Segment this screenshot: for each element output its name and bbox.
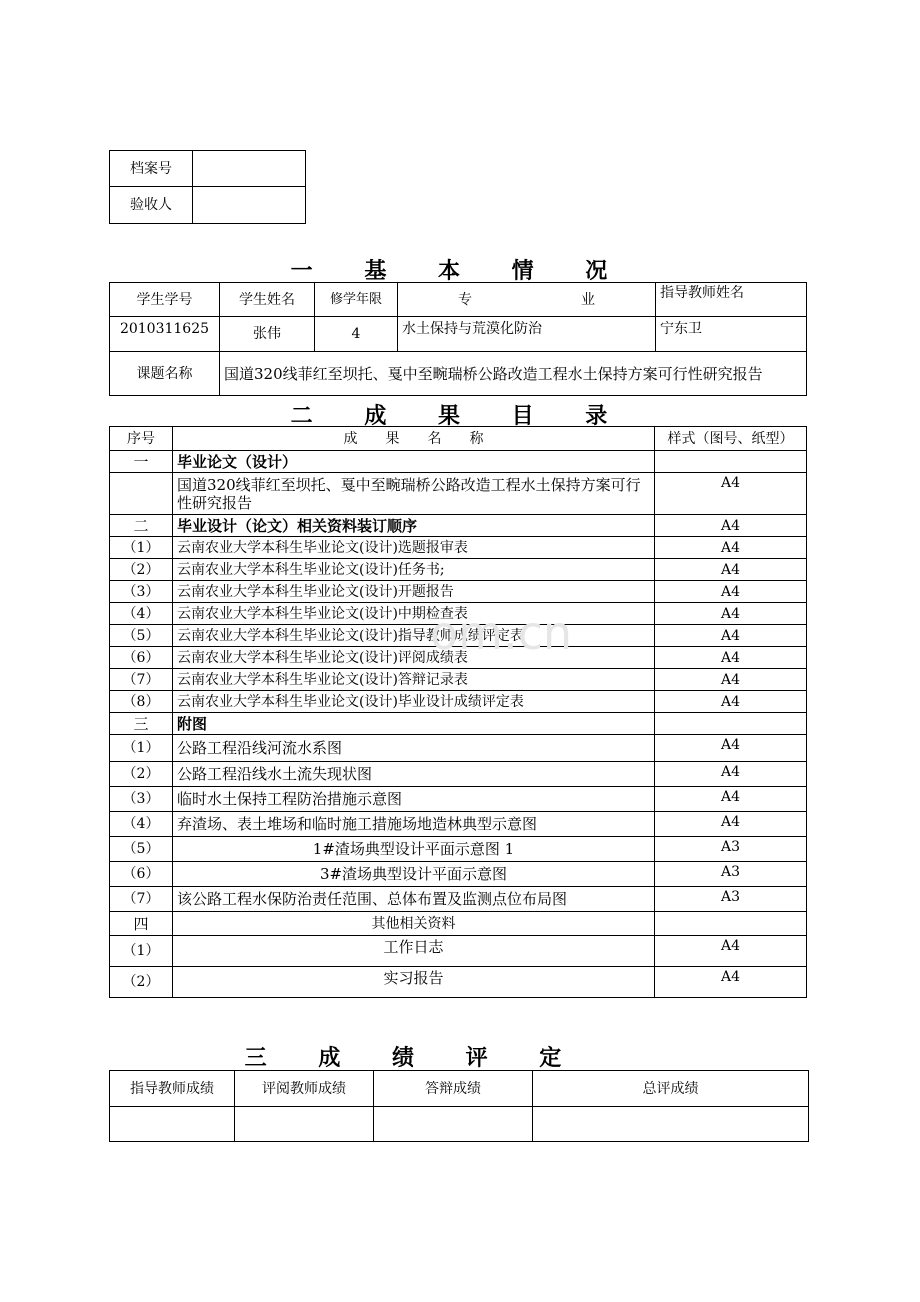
catalog-row-name: 云南农业大学本科生毕业论文(设计)毕业设计成绩评定表 <box>173 691 655 713</box>
archive-number-value <box>193 151 306 187</box>
reviewer-grade-value <box>235 1107 374 1142</box>
catalog-row-name: 弃渣场、表土堆场和临时施工措施场地造林典型示意图 <box>173 812 655 837</box>
catalog-row-no <box>110 473 173 515</box>
catalog-row-no: （8） <box>110 691 173 713</box>
catalog-row-style: A4 <box>655 581 807 603</box>
archive-table <box>109 150 306 224</box>
years-value: 4 <box>315 317 398 352</box>
catalog-row-no: （3） <box>110 581 173 603</box>
catalog-row-no: （1） <box>110 936 173 967</box>
catalog-row-no: 二 <box>110 515 173 537</box>
catalog-row-style <box>655 912 807 936</box>
catalog-row-name: 公路工程沿线水土流失现状图 <box>173 762 655 787</box>
defense-grade-header: 答辩成绩 <box>374 1071 533 1107</box>
catalog-row-style: A3 <box>655 837 807 862</box>
catalog-row <box>110 625 807 647</box>
catalog-row-style: A4 <box>655 936 807 967</box>
catalog-row <box>110 537 807 559</box>
catalog-row <box>110 581 807 603</box>
catalog-row <box>110 787 807 812</box>
catalog-row-name: 云南农业大学本科生毕业论文(设计)中期检查表 <box>173 603 655 625</box>
catalog-row-name: 附图 <box>173 713 655 735</box>
catalog-row-no: 一 <box>110 451 173 473</box>
catalog-row-name: 国道320线菲红至坝托、戛中至畹瑞桥公路改造工程水土保持方案可行性研究报告 <box>173 473 655 515</box>
catalog-row-name: 临时水土保持工程防治措施示意图 <box>173 787 655 812</box>
catalog-row <box>110 862 807 887</box>
catalog-row-style: A3 <box>655 887 807 912</box>
catalog-no-header: 序号 <box>110 427 173 451</box>
catalog-row <box>110 473 807 515</box>
topic-label: 课题名称 <box>110 352 220 396</box>
catalog-row-no: （2） <box>110 559 173 581</box>
catalog-row-style: A4 <box>655 669 807 691</box>
major-value: 水土保持与荒漠化防治 <box>398 317 656 352</box>
basic-info-table <box>109 282 807 396</box>
major-header <box>398 283 656 317</box>
catalog-row-no: （6） <box>110 862 173 887</box>
catalog-row-no: （2） <box>110 762 173 787</box>
catalog-row <box>110 812 807 837</box>
catalog-row-name: 云南农业大学本科生毕业论文(设计)评阅成绩表 <box>173 647 655 669</box>
catalog-row-no: （7） <box>110 887 173 912</box>
catalog-row-style: A4 <box>655 647 807 669</box>
grade-table <box>109 1070 809 1142</box>
catalog-row-style: A4 <box>655 691 807 713</box>
catalog-row <box>110 451 807 473</box>
catalog-row-style: A4 <box>655 787 807 812</box>
major-header-right: 业 <box>581 291 595 308</box>
catalog-row-style: A4 <box>655 735 807 762</box>
overall-grade-header: 总评成绩 <box>533 1071 809 1107</box>
catalog-row-name: 实习报告 <box>173 967 655 998</box>
catalog-name-header: 成 果 名 称 <box>173 427 655 451</box>
topic-value: 国道320线菲红至坝托、戛中至畹瑞桥公路改造工程水土保持方案可行性研究报告 <box>220 352 807 396</box>
section1-title: 一 基 本 情 况 <box>290 259 630 284</box>
catalog-row-no: （5） <box>110 837 173 862</box>
catalog-row <box>110 912 807 936</box>
defense-grade-value <box>374 1107 533 1142</box>
catalog-row-style: A4 <box>655 515 807 537</box>
catalog-row-no: （4） <box>110 812 173 837</box>
student-name-header: 学生姓名 <box>220 283 315 317</box>
acceptor-value <box>193 187 306 224</box>
catalog-row <box>110 735 807 762</box>
catalog-row-name: 该公路工程水保防治责任范围、总体布置及监测点位布局图 <box>173 887 655 912</box>
catalog-row-style: A4 <box>655 967 807 998</box>
watermark: om.cn <box>430 606 573 660</box>
catalog-row-no: （5） <box>110 625 173 647</box>
catalog-row-style: A4 <box>655 603 807 625</box>
catalog-row <box>110 691 807 713</box>
results-catalog-table <box>109 426 807 998</box>
catalog-row-name: 工作日志 <box>173 936 655 967</box>
catalog-row-no: （2） <box>110 967 173 998</box>
catalog-row-name: 云南农业大学本科生毕业论文(设计)选题报审表 <box>173 537 655 559</box>
catalog-row-name: 1#渣场典型设计平面示意图 1 <box>173 837 655 862</box>
catalog-row-name: 云南农业大学本科生毕业论文(设计)指导教师成绩评定表 <box>173 625 655 647</box>
catalog-row-name: 毕业设计（论文）相关资料装订顺序 <box>173 515 655 537</box>
catalog-row-style: A4 <box>655 473 807 515</box>
catalog-row-no: （3） <box>110 787 173 812</box>
catalog-row-style <box>655 451 807 473</box>
catalog-row-style <box>655 713 807 735</box>
catalog-style-header: 样式（图号、纸型） <box>655 427 807 451</box>
catalog-row-no: 四 <box>110 912 173 936</box>
catalog-row-name: 毕业论文（设计） <box>173 451 655 473</box>
catalog-row-style: A4 <box>655 762 807 787</box>
advisor-value: 宁东卫 <box>656 317 807 352</box>
catalog-row-style: A4 <box>655 625 807 647</box>
reviewer-grade-header: 评阅教师成绩 <box>235 1071 374 1107</box>
advisor-grade-header: 指导教师成绩 <box>110 1071 235 1107</box>
catalog-row-style: A4 <box>655 537 807 559</box>
catalog-row-no: （6） <box>110 647 173 669</box>
catalog-row <box>110 837 807 862</box>
catalog-row-style: A3 <box>655 862 807 887</box>
advisor-grade-value <box>110 1107 235 1142</box>
catalog-row-name: 公路工程沿线河流水系图 <box>173 735 655 762</box>
catalog-row <box>110 967 807 998</box>
catalog-row-style: A4 <box>655 812 807 837</box>
catalog-row <box>110 887 807 912</box>
catalog-row-no: 三 <box>110 713 173 735</box>
catalog-row <box>110 603 807 625</box>
catalog-row <box>110 936 807 967</box>
catalog-row <box>110 559 807 581</box>
major-header-left: 专 <box>458 291 472 308</box>
section3-title: 三 成 绩 评 定 <box>244 1046 584 1071</box>
catalog-row-no: （7） <box>110 669 173 691</box>
catalog-row <box>110 647 807 669</box>
catalog-row <box>110 669 807 691</box>
years-header: 修学年限 <box>315 283 398 317</box>
catalog-row-name: 其他相关资料 <box>173 912 655 936</box>
catalog-row <box>110 713 807 735</box>
catalog-row-style: A4 <box>655 559 807 581</box>
catalog-row-no: （1） <box>110 735 173 762</box>
section2-title: 二 成 果 目 录 <box>290 404 630 429</box>
archive-number-label: 档案号 <box>110 151 193 187</box>
student-id-value: 2010311625 <box>110 317 220 352</box>
catalog-row-name: 云南农业大学本科生毕业论文(设计)任务书; <box>173 559 655 581</box>
student-id-header: 学生学号 <box>110 283 220 317</box>
catalog-row-name: 云南农业大学本科生毕业论文(设计)答辩记录表 <box>173 669 655 691</box>
overall-grade-value <box>533 1107 809 1142</box>
student-name-value: 张伟 <box>220 317 315 352</box>
catalog-row-no: （4） <box>110 603 173 625</box>
catalog-row-no: （1） <box>110 537 173 559</box>
catalog-row-name: 3#渣场典型设计平面示意图 <box>173 862 655 887</box>
advisor-header: 指导教师姓名 <box>656 283 807 317</box>
acceptor-label: 验收人 <box>110 187 193 224</box>
catalog-row <box>110 762 807 787</box>
catalog-row-name: 云南农业大学本科生毕业论文(设计)开题报告 <box>173 581 655 603</box>
catalog-row <box>110 515 807 537</box>
